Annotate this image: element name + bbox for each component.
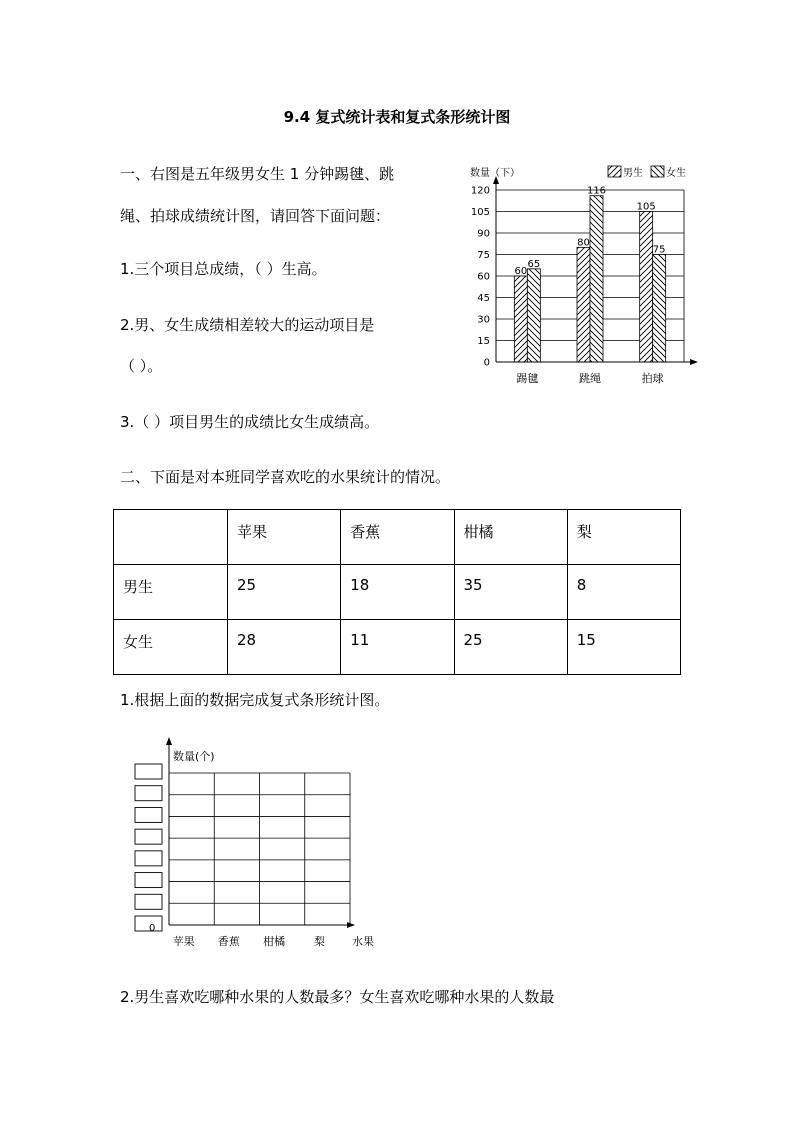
chart2-zero-label: 0 (149, 923, 156, 934)
legend-girl-label: 女生 (666, 168, 686, 179)
table-cell: 8 (567, 565, 680, 620)
question-2-line2: （ ）。 (120, 357, 163, 375)
bar-value-label: 65 (527, 258, 541, 270)
x-category-label: 梨 (313, 935, 325, 948)
y-tick-label: 30 (477, 314, 490, 326)
table-cell: 28 (228, 620, 341, 675)
table-cell: 35 (454, 565, 567, 620)
x-category-label: 苹果 (172, 935, 195, 948)
y-tick-answer-box[interactable] (135, 829, 162, 844)
bar-女生-跳绳 (590, 196, 603, 362)
question-1: 1.三个项目总成绩，（ ）生高。 (120, 260, 327, 278)
chart2-x-axis-label: 水果 (352, 935, 374, 948)
section1-intro-line2: 绳、拍球成绩统计图，请回答下面问题： (120, 207, 391, 225)
y-tick-label: 120 (470, 185, 490, 197)
table-header-cell: 苹果 (228, 510, 341, 565)
x-category-label: 踢毽 (516, 372, 539, 385)
section2-heading: 二、下面是对本班同学喜欢吃的水果统计的情况。 (120, 468, 451, 486)
page-title: 9.4 复式统计表和复式条形统计图 (283, 108, 511, 126)
x-category-label: 香蕉 (217, 935, 240, 948)
y-tick-answer-box[interactable] (135, 807, 162, 822)
table-row (114, 565, 681, 620)
legend-girl-swatch (651, 166, 664, 177)
bar-女生-踢毽 (527, 269, 540, 362)
table-cell: 11 (341, 620, 454, 675)
chart1-y-axis-label: 数量（下） (470, 168, 520, 179)
bar-value-label: 60 (514, 266, 528, 277)
y-tick-label: 0 (483, 357, 490, 369)
y-tick-answer-box[interactable] (135, 764, 162, 779)
y-tick-answer-box[interactable] (135, 786, 162, 801)
section2-question-1: 1.根据上面的数据完成复式条形统计图。 (120, 691, 390, 709)
table-row (114, 620, 681, 675)
table-cell: 15 (567, 620, 680, 675)
legend-boy-label: 男生 (623, 168, 643, 179)
bar-女生-拍球 (653, 255, 666, 363)
table-header-cell: 梨 (567, 510, 680, 565)
x-category-label: 拍球 (641, 372, 664, 385)
question-2-line1: 2.男、女生成绩相差较大的运动项目是 (120, 316, 375, 334)
x-category-label: 跳绳 (579, 372, 601, 385)
table-cell: 25 (228, 565, 341, 620)
fruit-blank-chart (125, 733, 387, 955)
bar-男生-踢毽 (514, 276, 527, 362)
sports-score-chart (462, 160, 702, 395)
y-tick-label: 60 (477, 271, 490, 283)
x-category-label: 柑橘 (263, 935, 286, 948)
bar-value-label: 105 (636, 201, 656, 213)
y-tick-label: 15 (477, 336, 490, 347)
y-tick-answer-box[interactable] (135, 851, 162, 866)
y-tick-label: 75 (477, 250, 490, 261)
chart2-y-axis-label: 数量(个) (173, 750, 215, 763)
y-tick-answer-box[interactable] (135, 873, 162, 888)
y-tick-label: 90 (477, 228, 490, 240)
section1-intro-line1: 一、右图是五年级男女生 1 分钟踢毽、跳 (120, 165, 395, 183)
table-row-label: 男生 (114, 565, 228, 620)
table-row-label: 女生 (114, 620, 228, 675)
y-tick-label: 45 (477, 293, 490, 304)
y-tick-label: 105 (470, 207, 490, 218)
table-cell (114, 510, 228, 565)
bar-男生-跳绳 (577, 247, 590, 362)
table-header-cell: 柑橘 (454, 510, 567, 565)
bar-value-label: 116 (586, 185, 607, 197)
fruit-table (113, 509, 681, 675)
table-header-row (114, 510, 681, 565)
section2-question-2: 2.男生喜欢吃哪种水果的人数最多？女生喜欢吃哪种水果的人数最 (120, 988, 555, 1006)
table-cell: 18 (341, 565, 454, 620)
bar-男生-拍球 (640, 212, 653, 363)
bar-value-label: 75 (652, 244, 666, 256)
y-tick-answer-box[interactable] (135, 894, 162, 909)
legend-boy-swatch (608, 166, 621, 177)
table-header-cell: 香蕉 (341, 510, 454, 565)
question-3: 3.（ ）项目男生的成绩比女生成绩高。 (120, 413, 380, 431)
bar-value-label: 80 (577, 237, 590, 249)
table-cell: 25 (454, 620, 567, 675)
